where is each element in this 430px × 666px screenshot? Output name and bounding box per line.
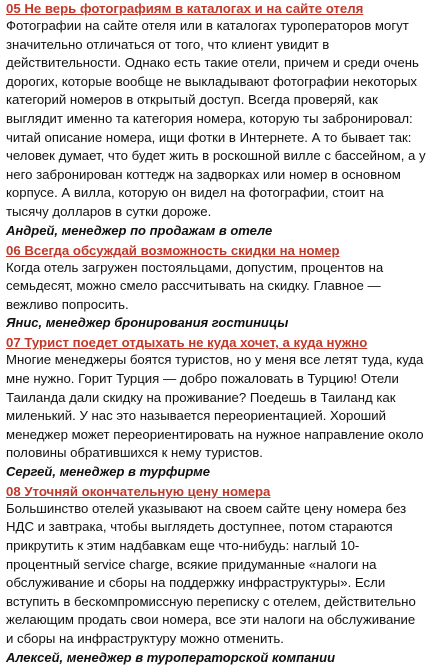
tip-body: Когда отель загружен постояльцами, допустим, процентов на семьдесят, можно смело рассчитывать на скидку. Главное — вежливо попросить.: [6, 259, 384, 312]
tip-08: [6, 484, 426, 666]
tip-heading: 06 Всегда обсуждай возможность скидки на номер: [6, 242, 340, 258]
tip-05: [6, 1, 426, 239]
tip-author: Алексей, менеджер в туроператорской компании: [6, 649, 336, 665]
tip-author: Сергей, менеджер в турфирме: [6, 463, 210, 479]
tip-07: [6, 335, 426, 480]
tip-author: Андрей, менеджер по продажам в отеле: [6, 222, 273, 238]
tip-author: Янис, менеджер бронирования гостиницы: [6, 315, 289, 331]
tip-body: Большинство отелей указывают на своем сайте цену номера без НДС и завтрака, чтобы выглядеть доступнее, потом стараются прикрутить к этим надбавкам еще что-нибудь: наглый 10-процентный service charge, всякие придуманные «налоги на обслуживание и сборы на поддержку инфраструктуры». Если вступить в бескомпромиссную переписку с отелем, действительно желающим продать свои номера, все эти налоги на обслуживание и сборы на инфраструктуру можно отменить.: [6, 500, 416, 647]
tip-06: [6, 243, 426, 332]
tip-heading: 07 Турист поедет отдыхать не куда хочет, а куда нужно: [6, 335, 368, 351]
tip-heading: 05 Не верь фотографиям в каталогах и на сайте отеля: [6, 1, 364, 16]
tip-body: Многие менеджеры боятся туристов, но у меня все летят туда, куда мне нужно. Горит Турция — добро пожаловать в Турцию! Отели Таиланда дали скидку на проживание? Поедешь в Таиланд как миленький. У нас это называется переориентацией. Хороший менеджер может переориентировать на нужное направление около половины обратившихся к нему туристов.: [6, 352, 424, 461]
tip-body: Фотографии на сайте отеля или в каталогах туроператоров могут значительно отличаться от того, что клиент увидит в действительности. Однако есть такие отели, причем и среди очень дорогих, которые вообще не выкладывают фотографии некоторых категорий номеров в открытый доступ. Всегда проверяй, как выглядит именно та категория номера, которую ты забронировал: читай описание номера, ищи фотки в Интернете. А то бывает так: человек думает, что будет жить в роскошной вилле с бассейном, а у него забронирован коттедж на задворках или номер в основном корпусе. А вилла, которую он видел на фотографии, стоит на тысячу долларов в сутки дороже.: [6, 18, 426, 219]
tip-heading: 08 Уточняй окончательную цену номера: [6, 483, 271, 499]
